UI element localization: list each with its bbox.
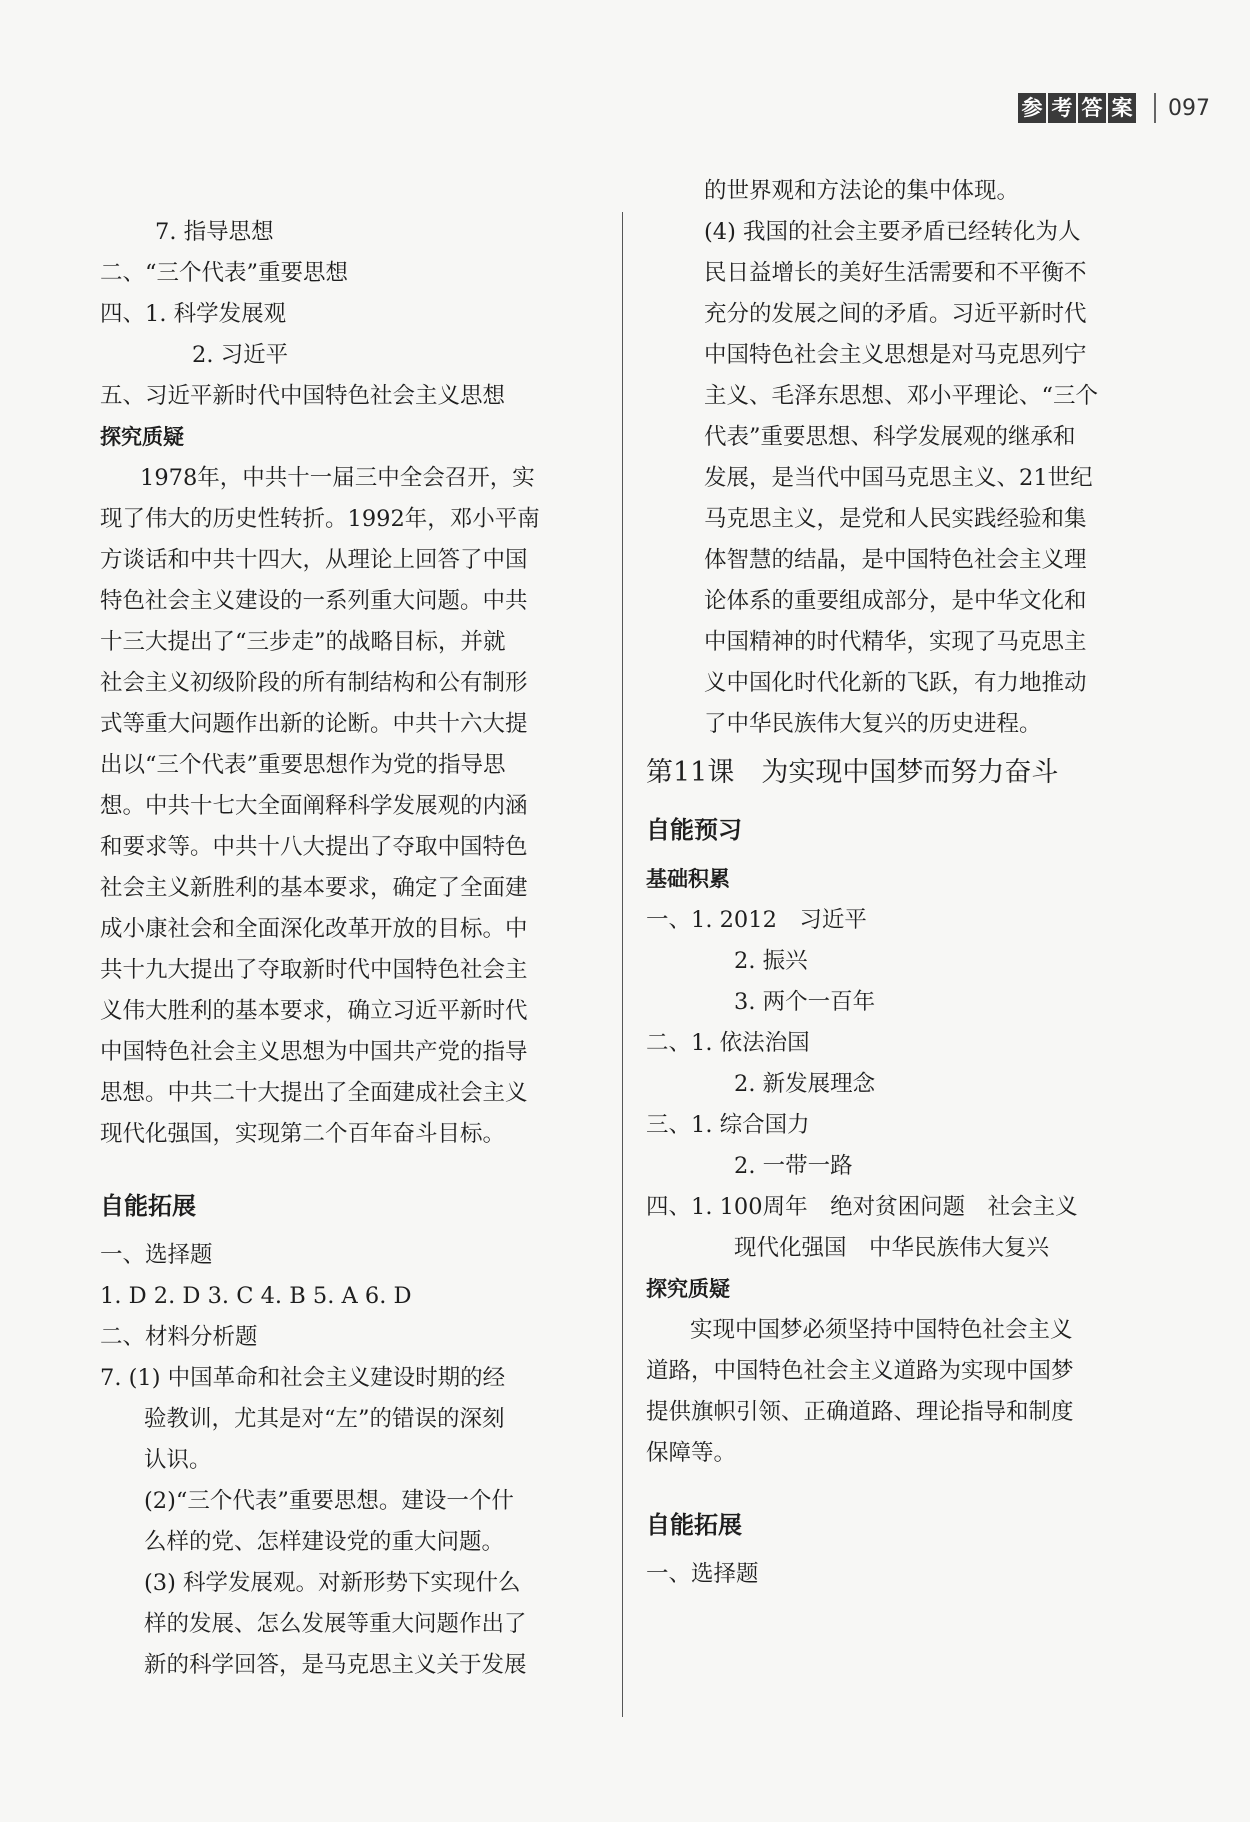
paragraph-line: 实现中国梦必须坚持中国特色社会主义: [690, 1317, 1073, 1343]
paragraph-line: 社会主义初级阶段的所有制结构和公有制形: [100, 670, 528, 696]
badge-char: 考: [1048, 93, 1076, 123]
inquiry-heading: 探究质疑: [100, 425, 184, 449]
paragraph-line: 体智慧的结晶，是中国特色社会主义理: [704, 547, 1087, 573]
answer-line: 2. 习近平: [192, 342, 289, 368]
answer-line: 一、1. 2012 习近平: [646, 907, 867, 933]
page-header: [1018, 88, 1210, 128]
preview-heading: 自能预习: [646, 816, 742, 844]
choice-answers: 1. D 2. D 3. C 4. B 5. A 6. D: [100, 1283, 412, 1309]
answer-line: 2. 一带一路: [734, 1153, 853, 1179]
choice-heading: 一、选择题: [100, 1242, 213, 1268]
material-line: 7. (1) 中国革命和社会主义建设时期的经: [100, 1365, 506, 1391]
paragraph-line: 了中华民族伟大复兴的历史进程。: [704, 711, 1042, 737]
extension-heading: 自能拓展: [100, 1192, 196, 1220]
paragraph-line: 主义、毛泽东思想、邓小平理论、“三个: [704, 383, 1099, 409]
paragraph-line: 特色社会主义建设的一系列重大问题。中共: [100, 588, 528, 614]
answer-line: 四、1. 100周年 绝对贫困问题 社会主义: [646, 1194, 1078, 1220]
paragraph-line: 中国特色社会主义思想为中国共产党的指导: [100, 1039, 528, 1065]
paragraph-line: 提供旗帜引领、正确道路、理论指导和制度: [646, 1399, 1074, 1425]
paragraph-line: 思想。中共二十大提出了全面建成社会主义: [100, 1080, 528, 1106]
paragraph-line: 义中国化时代化新的飞跃，有力地推动: [704, 670, 1087, 696]
paragraph-line: 现代化强国，实现第二个百年奋斗目标。: [100, 1121, 506, 1147]
paragraph-line: 代表”重要思想、科学发展观的继承和: [704, 424, 1076, 450]
answer-line: 2. 新发展理念: [734, 1071, 876, 1097]
paragraph-line: 中国精神的时代精华，实现了马克思主: [704, 629, 1087, 655]
paragraph-line: 共十九大提出了夺取新时代中国特色社会主: [100, 957, 528, 983]
answer-line: 二、1. 依法治国: [646, 1030, 810, 1056]
answer-line: 2. 振兴: [734, 948, 808, 974]
paragraph-line: 马克思主义，是党和人民实践经验和集: [704, 506, 1087, 532]
answer-line: 四、1. 科学发展观: [100, 301, 287, 327]
paragraph-line: 义伟大胜利的基本要求，确立习近平新时代: [100, 998, 528, 1024]
paragraph-line: 出以“三个代表”重要思想作为党的指导思: [100, 752, 506, 778]
paragraph-line: 发展，是当代中国马克思主义、21世纪: [704, 465, 1093, 491]
answer-line: 三、1. 综合国力: [646, 1112, 810, 1138]
answer-line: 7. 指导思想: [155, 219, 274, 245]
lesson-title: 第11课 为实现中国梦而努力奋斗: [646, 757, 1059, 788]
paragraph-line: (4) 我国的社会主要矛盾已经转化为人: [704, 219, 1081, 245]
header-divider: [1154, 93, 1156, 123]
paragraph-line: 充分的发展之间的矛盾。习近平新时代: [704, 301, 1087, 327]
extension-heading: 自能拓展: [646, 1511, 742, 1539]
badge-char: 答: [1078, 93, 1106, 123]
answer-line: 现代化强国 中华民族伟大复兴: [734, 1235, 1050, 1261]
page-number: 097: [1168, 95, 1210, 121]
answer-key-badge: [1018, 93, 1136, 123]
paragraph-line: 想。中共十七大全面阐释科学发展观的内涵: [100, 793, 528, 819]
material-line: 验教训，尤其是对“左”的错误的深刻: [144, 1406, 505, 1432]
material-line: 新的科学回答，是马克思主义关于发展: [144, 1652, 527, 1678]
paragraph-line: 式等重大问题作出新的论断。中共十六大提: [100, 711, 528, 737]
answer-line: 二、“三个代表”重要思想: [100, 260, 349, 286]
paragraph-line: 中国特色社会主义思想是对马克思列宁: [704, 342, 1087, 368]
paragraph-line: 十三大提出了“三步走”的战略目标，并就: [100, 629, 506, 655]
paragraph-line: 的世界观和方法论的集中体现。: [704, 178, 1020, 204]
material-line: 样的发展、怎么发展等重大问题作出了: [144, 1611, 527, 1637]
paragraph-line: 现了伟大的历史性转折。1992年，邓小平南: [100, 506, 540, 532]
paragraph-line: 民日益增长的美好生活需要和不平衡不: [704, 260, 1087, 286]
paragraph-line: 论体系的重要组成部分，是中华文化和: [704, 588, 1087, 614]
material-line: (2)“三个代表”重要思想。建设一个什: [144, 1488, 514, 1514]
answer-line: 五、习近平新时代中国特色社会主义思想: [100, 383, 506, 409]
paragraph-line: 方谈话和中共十四大，从理论上回答了中国: [100, 547, 528, 573]
badge-char: 参: [1018, 93, 1046, 123]
paragraph-line: 社会主义新胜利的基本要求，确定了全面建: [100, 875, 528, 901]
left-column: [100, 212, 600, 1686]
material-line: (3) 科学发展观。对新形势下实现什么: [144, 1570, 521, 1596]
right-column: [646, 178, 1146, 1595]
paragraph-line: 和要求等。中共十八大提出了夺取中国特色: [100, 834, 528, 860]
paragraph-line: 1978年，中共十一届三中全会召开，实: [140, 465, 535, 491]
badge-char: 案: [1108, 93, 1136, 123]
basic-heading: 基础积累: [646, 867, 730, 891]
paragraph-line: 保障等。: [646, 1440, 737, 1466]
paragraph-line: 成小康社会和全面深化改革开放的目标。中: [100, 916, 528, 942]
material-heading: 二、材料分析题: [100, 1324, 258, 1350]
column-divider: [622, 212, 623, 1717]
answer-line: 3. 两个一百年: [734, 989, 876, 1015]
material-line: 么样的党、怎样建设党的重大问题。: [144, 1529, 505, 1555]
inquiry-heading: 探究质疑: [646, 1277, 730, 1301]
paragraph-line: 道路，中国特色社会主义道路为实现中国梦: [646, 1358, 1074, 1384]
material-line: 认识。: [144, 1447, 212, 1473]
choice-heading: 一、选择题: [646, 1561, 759, 1587]
